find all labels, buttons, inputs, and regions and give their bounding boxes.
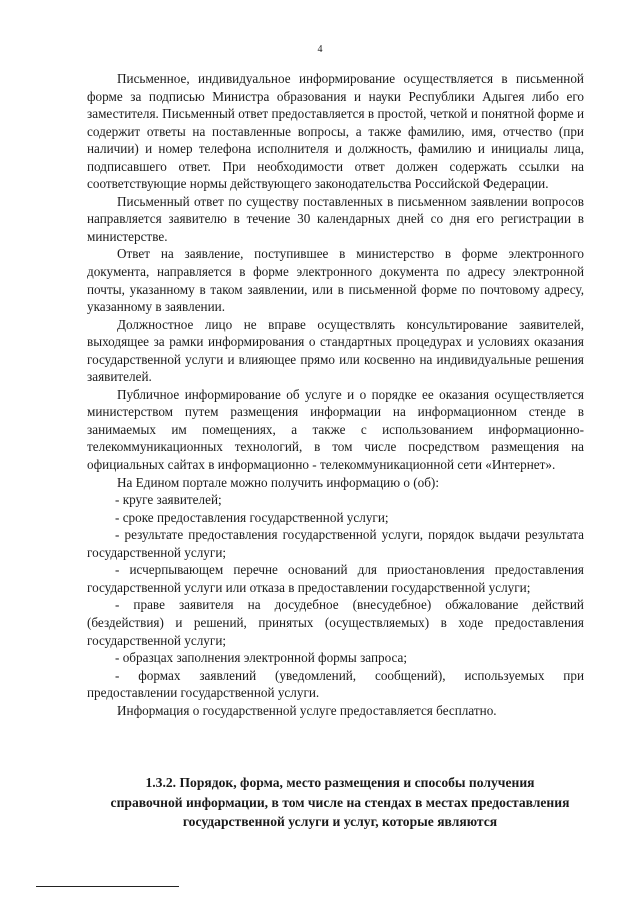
paragraph-portal-info: На Едином портале можно получить информацию о (об):: [117, 474, 439, 490]
list-item: - формах заявлений (уведомлений, сообщений), используемых при предоставлении государственной услуги.: [87, 667, 584, 701]
list-item: - исчерпывающем перечне оснований для приостановления предоставления государственной услуги или отказа в предоставлении государственной услуги;: [87, 562, 584, 595]
section-heading: 1.3.2. Порядок, форма, место размещения и способы получения справочной информации, в том числе на стендах в местах предоставления государственной услуги и услуг, которые являются: [110, 775, 570, 829]
paragraph-electronic-answer: Ответ на заявление, поступившее в министерство в форме электронного документа, направляется в форме электронного документа по адресу электронной почты, указанному в таком заявлении, или в письменной форме по почтовому адресу, указанному в заявлении.: [87, 246, 584, 315]
list-item: - круге заявителей;: [115, 492, 222, 508]
paragraph-written-answer-deadline: Письменный ответ по существу поставленных в письменном заявлении вопросов направляется заявителю в течение 30 календарных дней со дня его регистрации в министерстве.: [87, 193, 584, 244]
list-item: - образцах заполнения электронной формы запроса;: [115, 650, 408, 666]
document-body: [87, 70, 584, 719]
list-item: - результате предоставления государственной услуги, порядок выдачи результата государственной услуги;: [87, 527, 584, 560]
page-number: 4: [317, 44, 323, 55]
footnote-divider: [36, 886, 179, 887]
list-item: - праве заявителя на досудебное (внесудебное) обжалование действий (бездействия) и решений, принятых (осуществляемых) в ходе предоставления государственной услуги;: [87, 597, 584, 648]
paragraph-official-limits: Должностное лицо не вправе осуществлять консультирование заявителей, выходящее за рамки информирования о стандартных процедурах и условиях оказания государственной услуги и влияющее прямо или косвенно на индивидуальные решения заявителей.: [87, 316, 584, 385]
paragraph-free-of-charge: Информация о государственной услуге предоставляется бесплатно.: [117, 702, 497, 718]
list-item: - сроке предоставления государственной услуги;: [115, 509, 389, 525]
paragraph-public-informing: Публичное информирование об услуге и о порядке ее оказания осуществляется министерством путем размещения информации на информационном стенде в занимаемых им помещениях, а также с использованием информационно-телекоммуникационных технологий, в том числе посредством размещения на официальных сайтах в информационно - телекоммуникационной сети «Интернет».: [87, 386, 584, 473]
paragraph-written-informing: Письменное, индивидуальное информирование осуществляется в письменной форме за подписью Министра образования и науки Республики Адыгея либо его заместителя. Письменный ответ предоставляется в простой, четкой и понятной форме и содержит ответы на поставленные вопросы, а также фамилию, имя, отчество (при наличии) и номер телефона исполнителя и должность, фамилию и инициалы лица, подписавшего ответ. При необходимости ответ должен содержать ссылки на соответствующие нормы действующего законодательства Российской Федерации.: [87, 71, 584, 192]
